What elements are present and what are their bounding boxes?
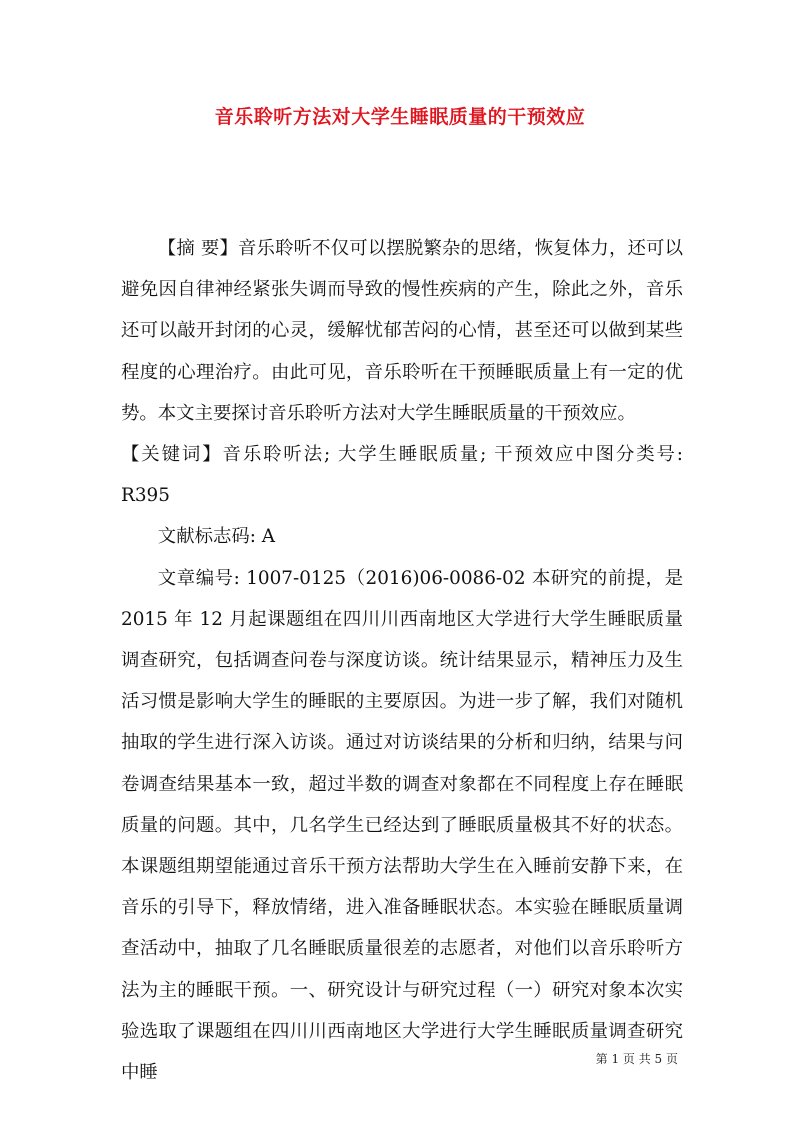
body-paragraph: 文章编号: 1007-0125（2016)06-0086-02 本研究的前提，是 2015 年 12 月起课题组在四川川西南地区大学进行大学生睡眠质量调查研究，包括调查问卷与深度访谈。统计结果显示，精神压力及生活习惯是影响大学生的睡眠的主要原因。为进一步了解，我们对随机抽取的学生进行深入访谈。通过对访谈结果的分析和归纳，结果与问卷调查结果基本一致，超过半数的调查对象都在不同程度上存在睡眠质量的问题。其中，几名学生已经达到了睡眠质量极其不好的状态。本课题组期望能通过音乐干预方法帮助大学生在入睡前安静下来，在音乐的引导下，释放情绪，进入准备睡眠状态。本实验在睡眠质量调查活动中，抽取了几名睡眠质量很差的志愿者，对他们以音乐聆听方法为主的睡眠干预。一、研究设计与研究过程（一）研究对象本次实验选取了课题组在四川川西南地区大学进行大学生睡眠质量调查研究中睡 <box>121 567 683 1084</box>
page-number: 第 1 页 共 5 页 <box>595 1052 678 1066</box>
keywords-paragraph: 【关键词】音乐聆听法; 大学生睡眠质量; 干预效应中图分类号: R395 <box>121 444 683 507</box>
document-body <box>121 228 683 1093</box>
document-code-paragraph: 文献标志码: A <box>157 526 276 548</box>
abstract-paragraph: 【摘 要】音乐聆听不仅可以摆脱繁杂的思绪，恢复体力，还可以避免因自律神经紧张失调而导致的慢性疾病的产生，除此之外，音乐还可以敲开封闭的心灵，缓解忧郁苦闷的心情，甚至还可以做到某些程度的心理治疗。由此可见，音乐聆听在干预睡眠质量上有一定的优势。本文主要探讨音乐聆听方法对大学生睡眠质量的干预效应。 <box>121 238 683 424</box>
document-title: 音乐聆听方法对大学生睡眠质量的干预效应 <box>214 106 586 128</box>
